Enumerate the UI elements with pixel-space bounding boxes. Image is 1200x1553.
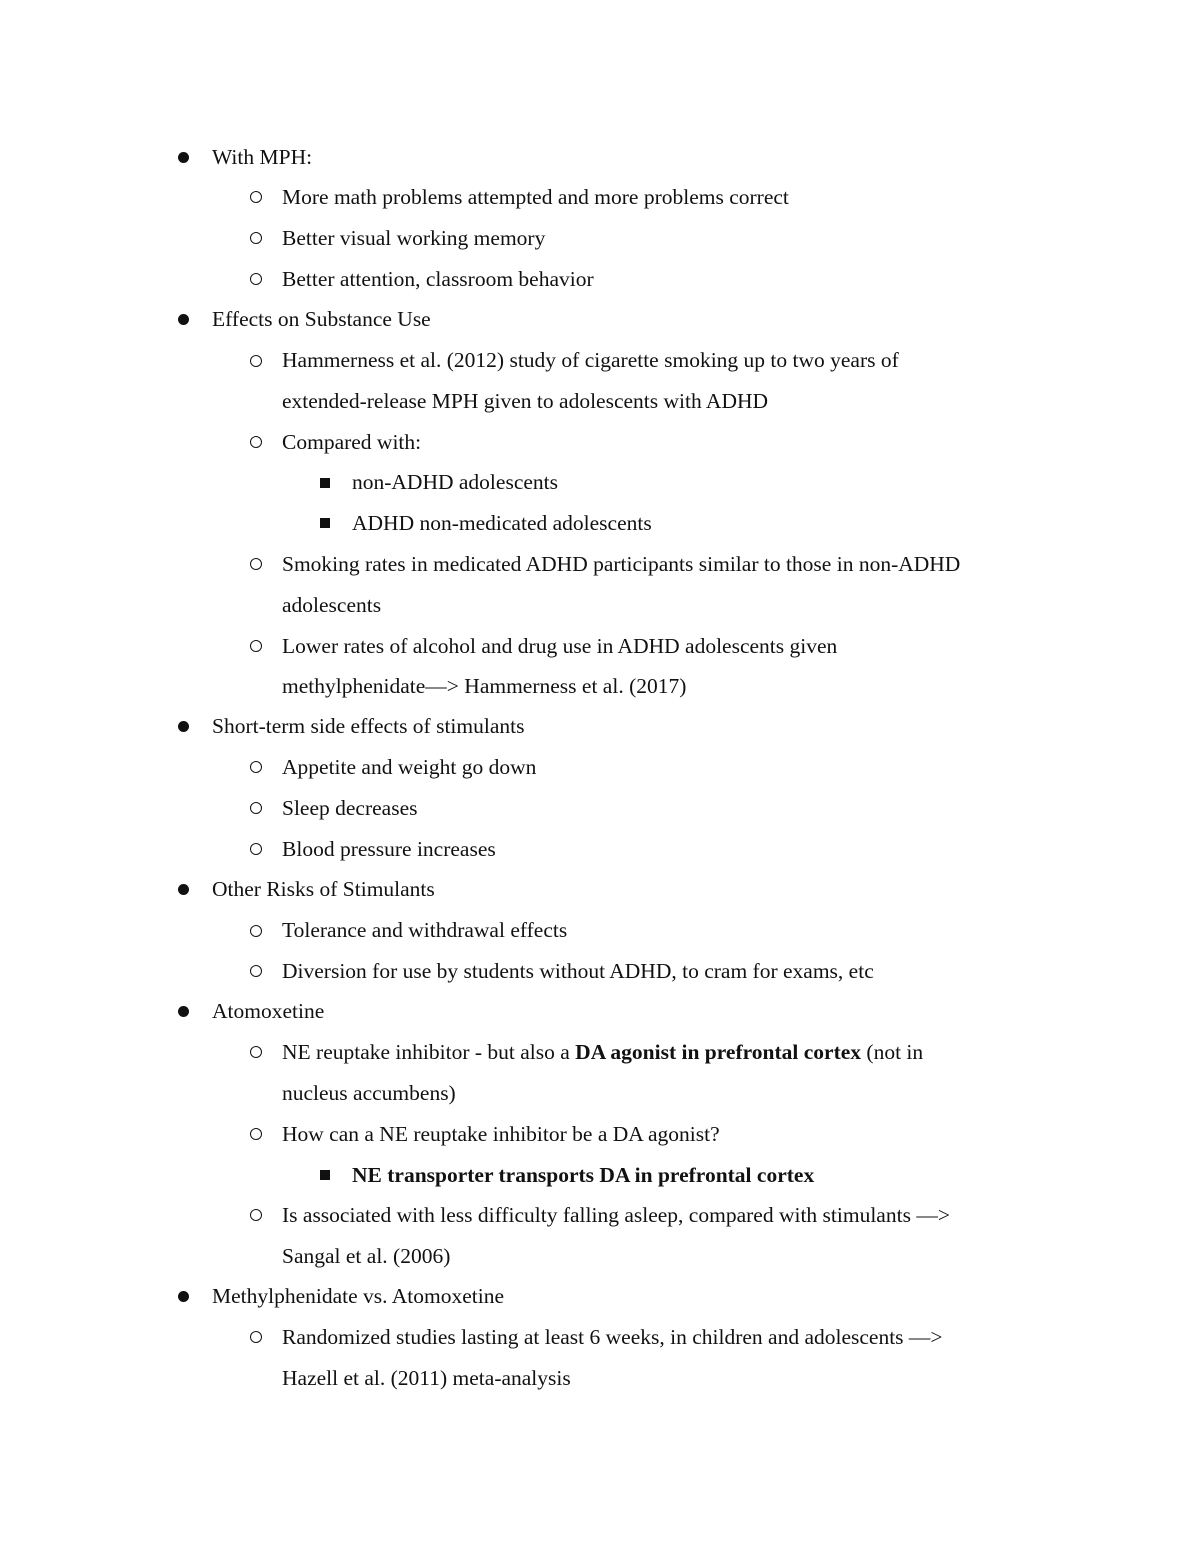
list-item-continuation: Sangal et al. (2006) bbox=[282, 1244, 451, 1268]
list-item: Better visual working memory bbox=[282, 226, 546, 250]
list-item: Methylphenidate vs. Atomoxetine bbox=[212, 1284, 504, 1308]
list-item-continuation: nucleus accumbens) bbox=[282, 1081, 456, 1105]
list-item: How can a NE reuptake inhibitor be a DA agonist? bbox=[282, 1122, 720, 1146]
list-item: Better attention, classroom behavior bbox=[282, 267, 594, 291]
bullet-circle bbox=[250, 436, 262, 448]
list-item: ADHD non-medicated adolescents bbox=[352, 511, 652, 535]
bullet-circle bbox=[250, 640, 262, 652]
list-item: Tolerance and withdrawal effects bbox=[282, 918, 568, 942]
bullet-square bbox=[320, 518, 330, 528]
bullet-circle bbox=[250, 965, 262, 977]
bullet-circle bbox=[250, 802, 262, 814]
list-item-continuation: Hazell et al. (2011) meta-analysis bbox=[282, 1366, 571, 1390]
bullet-circle bbox=[250, 1128, 262, 1140]
list-item-continuation: extended-release MPH given to adolescents with ADHD bbox=[282, 389, 769, 413]
list-item: NE transporter transports DA in prefrontal cortex bbox=[352, 1163, 815, 1187]
bullet-circle bbox=[250, 191, 262, 203]
list-item: Is associated with less difficulty falling asleep, compared with stimulants —> bbox=[282, 1203, 950, 1227]
bullet-circle bbox=[250, 925, 262, 937]
list-item: More math problems attempted and more problems correct bbox=[282, 185, 789, 209]
bullet-disc bbox=[178, 721, 189, 732]
bullet-circle bbox=[250, 1331, 262, 1343]
list-item: Randomized studies lasting at least 6 weeks, in children and adolescents —> bbox=[282, 1325, 943, 1349]
list-item: Lower rates of alcohol and drug use in ADHD adolescents given bbox=[282, 634, 838, 658]
text-run: NE reuptake inhibitor - but also a bbox=[282, 1040, 576, 1064]
bullet-circle bbox=[250, 355, 262, 367]
bullet-circle bbox=[250, 843, 262, 855]
bullet-circle bbox=[250, 232, 262, 244]
list-item: Hammerness et al. (2012) study of cigarette smoking up to two years of bbox=[282, 348, 899, 372]
text-run: (not in bbox=[861, 1040, 924, 1064]
bullet-circle bbox=[250, 761, 262, 773]
list-item: Smoking rates in medicated ADHD participants similar to those in non-ADHD bbox=[282, 552, 961, 576]
list-item: Appetite and weight go down bbox=[282, 755, 537, 779]
list-item: With MPH: bbox=[212, 145, 313, 169]
bullet-disc bbox=[178, 1291, 189, 1302]
list-item bbox=[282, 1038, 923, 1066]
bullet-circle bbox=[250, 558, 262, 570]
bullet-circle bbox=[250, 1209, 262, 1221]
bullet-square bbox=[320, 1170, 330, 1180]
bullet-square bbox=[320, 478, 330, 488]
list-item: Short-term side effects of stimulants bbox=[212, 714, 525, 738]
list-item: Sleep decreases bbox=[282, 796, 418, 820]
bold-text: DA agonist in prefrontal cortex bbox=[575, 1040, 862, 1064]
list-item: Other Risks of Stimulants bbox=[212, 877, 435, 901]
list-item: non-ADHD adolescents bbox=[352, 470, 558, 494]
list-item: Effects on Substance Use bbox=[212, 307, 431, 331]
bullet-circle bbox=[250, 273, 262, 285]
list-item: Compared with: bbox=[282, 430, 422, 454]
bullet-disc bbox=[178, 314, 189, 325]
bullet-disc bbox=[178, 884, 189, 895]
list-item-continuation: methylphenidate—> Hammerness et al. (2017) bbox=[282, 674, 687, 698]
bullet-circle bbox=[250, 1046, 262, 1058]
list-item: Atomoxetine bbox=[212, 999, 325, 1023]
bullet-disc bbox=[178, 1006, 189, 1017]
list-item: Diversion for use by students without ADHD, to cram for exams, etc bbox=[282, 959, 874, 983]
list-item: Blood pressure increases bbox=[282, 837, 496, 861]
bullet-disc bbox=[178, 152, 189, 163]
list-item-continuation: adolescents bbox=[282, 593, 382, 617]
